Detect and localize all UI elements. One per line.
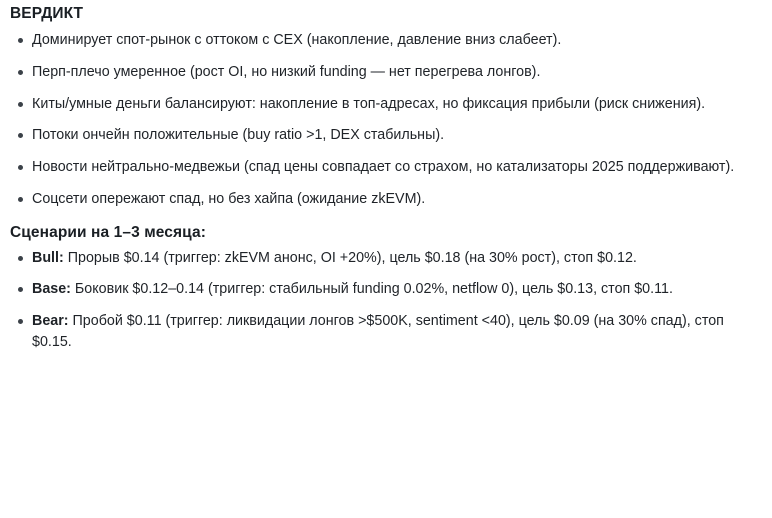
list-item [10, 311, 758, 352]
list-item-text: Киты/умные деньги балансируют: накопление в топ-адресах, но фиксация прибыли (риск снижения). [32, 95, 706, 112]
verdict-heading: ВЕРДИКТ [10, 5, 84, 22]
list-item [10, 94, 758, 115]
scenario-label: Bull: [32, 249, 64, 266]
scenario-label: Bear: [32, 313, 69, 330]
list-item-text: Доминирует спот-рынок с оттоком с CEX (накопление, давление вниз слабеет). [32, 32, 562, 49]
verdict-list [10, 30, 758, 209]
list-item [10, 279, 758, 300]
scenario-text: Прорыв $0.14 (триггер: zkEVM анонс, OI +20%), цель $0.18 (на 30% рост), стоп $0.12. [63, 249, 637, 266]
list-item [10, 189, 758, 210]
list-item [10, 125, 758, 146]
scenario-text: Пробой $0.11 (триггер: ликвидации лонгов >$500K, sentiment <40), цель $0.09 (на 30% спад), стоп $0.15. [32, 313, 724, 350]
list-item-text: Перп-плечо умеренное (рост OI, но низкий funding — нет перегрева лонгов). [32, 63, 541, 80]
scenario-text: Боковик $0.12–0.14 (триггер: стабильный funding 0.02%, netflow 0), цель $0.13, стоп $0.11. [70, 281, 673, 298]
scenarios-list [10, 248, 758, 353]
list-item [10, 62, 758, 83]
list-item-text: Соцсети опережают спад, но без хайпа (ожидание zkEVM). [32, 190, 426, 207]
list-item-text: Новости нейтрально-медвежьи (спад цены совпадает со страхом, но катализаторы 2025 поддерживают). [32, 159, 735, 176]
list-item [10, 157, 758, 178]
list-item-text: Потоки ончейн положительные (buy ratio >1, DEX стабильны). [32, 127, 445, 144]
list-item [10, 30, 758, 51]
scenario-label: Base: [32, 281, 71, 298]
scenarios-heading: Сценарии на 1–3 месяца: [10, 224, 206, 242]
list-item [10, 248, 758, 269]
